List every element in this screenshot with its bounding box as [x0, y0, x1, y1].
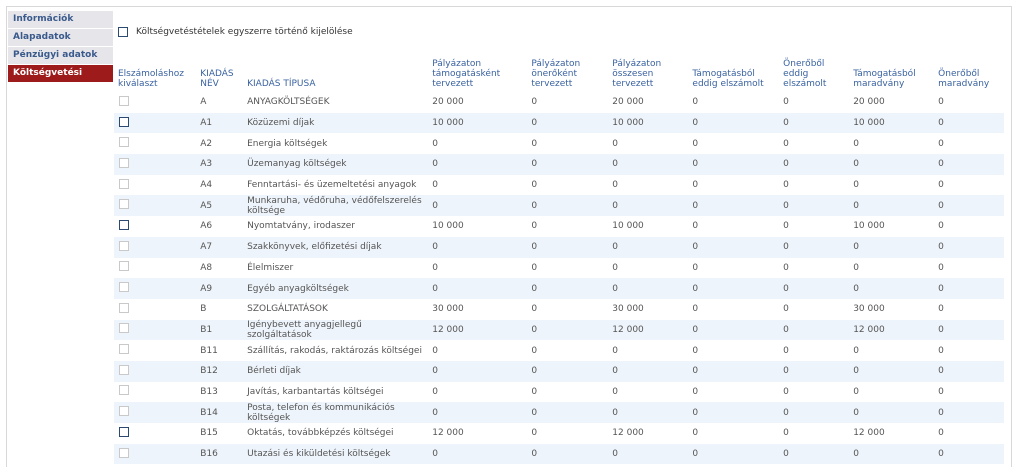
- cell-own-settled: 0: [783, 138, 789, 149]
- cell-planned-support: 0: [432, 345, 438, 356]
- cell-type: Munkaruha, védőruha, védőfelszerelés költsége: [243, 195, 428, 216]
- cell-planned-support: 0: [432, 386, 438, 397]
- cell-planned-support: 20 000: [432, 97, 464, 108]
- cell-planned-own: 0: [531, 428, 538, 439]
- cell-support-settled: 0: [688, 361, 779, 382]
- table-row: [114, 195, 1004, 216]
- cell-code: B12: [196, 361, 243, 382]
- cell-own-remaining: 0: [934, 154, 1004, 175]
- cell-support-settled: 0: [692, 262, 699, 273]
- sidebar-item-informaciok[interactable]: Információk: [8, 11, 113, 28]
- cell-planned-support: 0: [428, 237, 527, 258]
- cell-support-remaining: 0: [849, 444, 934, 465]
- cell-planned-total: 20 000: [612, 97, 644, 108]
- col-header-name: KIADÁS NÉV: [200, 69, 234, 89]
- cell-type: Utazási és kiküldetési költségek: [243, 444, 428, 465]
- row-select-checkbox[interactable]: [119, 448, 129, 458]
- cell-own-settled: 0: [779, 154, 849, 175]
- cell-planned-total: 0: [608, 278, 688, 299]
- cell-support-settled: 0: [692, 138, 699, 149]
- table-row: [114, 423, 1004, 444]
- cell-type: Posta, telefon és kommunikációs költségek: [243, 402, 428, 423]
- cell-select: [114, 320, 196, 341]
- cell-type: SZOLGÁLTATÁSOK: [247, 304, 328, 315]
- cell-planned-support: 0: [428, 154, 527, 175]
- cell-type: Üzemanyag költségek: [243, 154, 428, 175]
- cell-support-remaining: 0: [849, 402, 934, 423]
- table-row: [114, 133, 1004, 154]
- cell-support-remaining: 0: [853, 180, 859, 191]
- cell-planned-support: 0: [432, 180, 438, 191]
- table-row: [114, 278, 1004, 299]
- cell-code: A6: [200, 221, 213, 232]
- cell-own-settled: 0: [779, 278, 849, 299]
- cell-planned-support: 12 000: [432, 428, 464, 439]
- row-select-checkbox[interactable]: [119, 385, 129, 395]
- cell-type: Szakkönyvek, előfizetési díjak: [243, 237, 428, 258]
- cell-own-settled: 0: [779, 237, 849, 258]
- cell-support-remaining: 0: [853, 345, 859, 356]
- cell-support-remaining: 0: [853, 138, 859, 149]
- cell-planned-own: 0: [527, 237, 608, 258]
- cell-own-remaining: 0: [938, 345, 944, 356]
- select-all-label: Költségvetéstételek egyszerre történő kijelölése: [136, 27, 353, 37]
- sidebar: [8, 11, 113, 95]
- cell-code: A2: [200, 138, 213, 149]
- cell-support-settled: 0: [688, 195, 779, 216]
- cell-select: [114, 113, 196, 134]
- cell-planned-total: 0: [608, 402, 688, 423]
- cell-select: [114, 237, 196, 258]
- cell-code: B13: [200, 386, 218, 397]
- cell-type: Igénybevett anyagjellegű szolgáltatások: [243, 320, 428, 341]
- cell-select: [114, 216, 196, 237]
- cell-planned-own: 0: [531, 262, 538, 273]
- cell-type: Szállítás, rakodás, raktározás költségei: [247, 345, 422, 356]
- cell-select: [114, 258, 196, 279]
- row-select-checkbox[interactable]: [119, 220, 129, 230]
- cell-code: B: [200, 304, 207, 315]
- cell-support-settled: 0: [688, 237, 779, 258]
- cell-support-remaining: 10 000: [849, 113, 934, 134]
- cell-code: A5: [196, 195, 243, 216]
- cell-support-settled: 0: [688, 320, 779, 341]
- cell-planned-own: 0: [527, 320, 608, 341]
- cell-planned-total: 0: [612, 345, 619, 356]
- table-row: [114, 258, 1004, 279]
- row-select-checkbox[interactable]: [119, 199, 129, 209]
- table-row: [114, 340, 1004, 361]
- cell-own-remaining: 0: [938, 221, 944, 232]
- cell-support-remaining: 20 000: [853, 97, 885, 108]
- cell-own-settled: 0: [783, 180, 789, 191]
- col-header-own-settled: Önerőből eddig elszámolt: [783, 59, 827, 89]
- col-header-planned-support: Pályázaton támogatásként tervezett: [432, 59, 501, 89]
- cell-own-remaining: 0: [934, 402, 1004, 423]
- cell-own-remaining: 0: [938, 386, 944, 397]
- table-row: [114, 299, 1004, 320]
- table-body: [114, 92, 1004, 464]
- col-header-type: KIADÁS TÍPUSA: [247, 79, 316, 89]
- col-header-support-settled: Támogatásból eddig elszámolt: [692, 69, 764, 89]
- col-header-planned-own: Pályázaton önerőként tervezett: [531, 59, 581, 89]
- cell-planned-total: 0: [612, 138, 619, 149]
- cell-select: [114, 340, 196, 361]
- cell-support-remaining: 12 000: [853, 428, 885, 439]
- cell-own-remaining: 0: [938, 304, 944, 315]
- col-header-select: Elszámoláshoz kiválaszt: [118, 69, 185, 89]
- table-row: [114, 154, 1004, 175]
- cell-planned-total: 0: [612, 386, 619, 397]
- cell-support-settled: 0: [692, 304, 699, 315]
- cell-planned-own: 0: [531, 221, 538, 232]
- cell-own-remaining: 0: [934, 444, 1004, 465]
- cell-code: B14: [196, 402, 243, 423]
- cell-planned-own: 0: [527, 113, 608, 134]
- cell-planned-own: 0: [531, 345, 538, 356]
- cell-select: [114, 278, 196, 299]
- cell-planned-total: 0: [608, 361, 688, 382]
- table-row: [114, 175, 1004, 196]
- cell-planned-support: 10 000: [428, 113, 527, 134]
- cell-own-settled: 0: [783, 221, 789, 232]
- cell-own-remaining: 0: [934, 278, 1004, 299]
- cell-type: Egyéb anyagköltségek: [243, 278, 428, 299]
- cell-planned-total: 30 000: [612, 304, 644, 315]
- cell-support-remaining: 0: [849, 237, 934, 258]
- cell-own-remaining: 0: [934, 195, 1004, 216]
- cell-own-settled: 0: [779, 195, 849, 216]
- sidebar-item-penzugyi-adatok[interactable]: Pénzügyi adatok: [8, 47, 113, 64]
- cell-select: [114, 154, 196, 175]
- cell-select: [114, 133, 196, 154]
- cell-select: [114, 382, 196, 403]
- cell-own-settled: 0: [783, 262, 789, 273]
- cell-own-settled: 0: [779, 444, 849, 465]
- cell-type: Nyomtatvány, irodaszer: [247, 221, 355, 232]
- cell-select: [114, 423, 196, 444]
- cell-planned-support: 0: [428, 402, 527, 423]
- cell-planned-support: 0: [428, 361, 527, 382]
- cell-support-settled: 0: [692, 221, 699, 232]
- cell-code: B15: [200, 428, 218, 439]
- cell-planned-support: 0: [428, 278, 527, 299]
- col-header-own-remaining: Önerőből maradvány: [938, 69, 990, 89]
- table-row: [114, 320, 1004, 341]
- sidebar-item-koltsegvetesi-adatok[interactable]: Költségvetési adatok: [8, 65, 113, 82]
- row-select-checkbox[interactable]: [119, 137, 129, 147]
- cell-planned-own: 0: [527, 402, 608, 423]
- row-select-checkbox[interactable]: [119, 158, 129, 168]
- row-select-checkbox[interactable]: [119, 344, 129, 354]
- cell-type: Oktatás, továbbképzés költségei: [247, 428, 394, 439]
- cell-support-settled: 0: [692, 97, 699, 108]
- cell-planned-own: 0: [531, 180, 538, 191]
- cell-support-remaining: 0: [849, 361, 934, 382]
- cell-planned-total: 0: [612, 262, 619, 273]
- cell-code: B1: [196, 320, 243, 341]
- cell-support-settled: 0: [692, 428, 699, 439]
- cell-support-remaining: 0: [849, 278, 934, 299]
- cell-planned-total: 0: [612, 180, 619, 191]
- cell-planned-own: 0: [527, 195, 608, 216]
- cell-support-remaining: 0: [849, 195, 934, 216]
- cell-own-settled: 0: [783, 304, 789, 315]
- table-row: [114, 382, 1004, 403]
- cell-planned-support: 0: [428, 444, 527, 465]
- cell-planned-total: 0: [608, 237, 688, 258]
- cell-support-settled: 0: [688, 402, 779, 423]
- cell-planned-own: 0: [527, 361, 608, 382]
- cell-planned-support: 30 000: [432, 304, 464, 315]
- cell-code: B16: [196, 444, 243, 465]
- cell-code: A7: [196, 237, 243, 258]
- cell-support-settled: 0: [688, 444, 779, 465]
- table-row: [114, 92, 1004, 113]
- cell-own-remaining: 0: [938, 180, 944, 191]
- cell-support-remaining: 0: [853, 386, 859, 397]
- cell-support-settled: 0: [692, 345, 699, 356]
- cell-own-remaining: 0: [938, 138, 944, 149]
- cell-own-remaining: 0: [938, 97, 944, 108]
- cell-select: [114, 175, 196, 196]
- cell-planned-support: 0: [428, 195, 527, 216]
- col-header-planned-total: Pályázaton összesen tervezett: [612, 59, 662, 89]
- cell-planned-support: 0: [432, 262, 438, 273]
- cell-planned-total: 10 000: [612, 221, 644, 232]
- cell-planned-support: 12 000: [428, 320, 527, 341]
- cell-planned-own: 0: [531, 386, 538, 397]
- cell-select: [114, 299, 196, 320]
- cell-select: [114, 195, 196, 216]
- cell-type: Javítás, karbantartás költségei: [247, 386, 384, 397]
- cell-support-settled: 0: [688, 278, 779, 299]
- cell-planned-support: 10 000: [432, 221, 464, 232]
- select-all-checkbox[interactable]: [118, 27, 128, 37]
- cell-own-settled: 0: [779, 361, 849, 382]
- cell-code: A8: [200, 262, 213, 273]
- table-row: [114, 237, 1004, 258]
- sidebar-item-alapadatok[interactable]: Alapadatok: [8, 29, 113, 46]
- cell-support-settled: 0: [692, 386, 699, 397]
- row-select-checkbox[interactable]: [119, 303, 129, 313]
- table-header-row: [114, 56, 1004, 92]
- cell-type: Közüzemi díjak: [243, 113, 428, 134]
- row-select-checkbox[interactable]: [119, 282, 129, 292]
- cell-own-remaining: 0: [934, 113, 1004, 134]
- cell-type: ANYAGKÖLTSÉGEK: [247, 97, 330, 108]
- row-select-checkbox[interactable]: [119, 179, 129, 189]
- budget-table: [114, 56, 1004, 464]
- cell-planned-total: 12 000: [612, 428, 644, 439]
- cell-type: Energia költségek: [247, 138, 328, 149]
- cell-planned-own: 0: [531, 304, 538, 315]
- cell-planned-total: 0: [608, 444, 688, 465]
- cell-own-settled: 0: [783, 386, 789, 397]
- cell-planned-own: 0: [531, 97, 538, 108]
- cell-own-remaining: 0: [938, 262, 944, 273]
- row-select-checkbox[interactable]: [119, 427, 129, 437]
- cell-own-settled: 0: [783, 428, 789, 439]
- table-row: [114, 402, 1004, 423]
- cell-support-remaining: 12 000: [849, 320, 934, 341]
- cell-select: [114, 361, 196, 382]
- col-header-support-remaining: Támogatásból maradvány: [853, 69, 916, 89]
- cell-own-settled: 0: [779, 320, 849, 341]
- cell-support-settled: 0: [688, 154, 779, 175]
- row-select-checkbox[interactable]: [119, 261, 129, 271]
- cell-code: A3: [196, 154, 243, 175]
- row-select-checkbox[interactable]: [119, 117, 129, 127]
- cell-own-settled: 0: [783, 345, 789, 356]
- row-select-checkbox[interactable]: [119, 365, 129, 375]
- cell-planned-own: 0: [527, 278, 608, 299]
- cell-select: [114, 444, 196, 465]
- cell-own-settled: 0: [783, 97, 789, 108]
- row-select-checkbox[interactable]: [119, 323, 129, 333]
- cell-own-settled: 0: [779, 402, 849, 423]
- cell-type: Élelmiszer: [247, 262, 294, 273]
- cell-planned-own: 0: [527, 444, 608, 465]
- cell-own-remaining: 0: [934, 320, 1004, 341]
- cell-type: Fenntartási- és üzemeltetési anyagok: [247, 180, 417, 191]
- table-row: [114, 361, 1004, 382]
- row-select-checkbox[interactable]: [119, 241, 129, 251]
- cell-code: A1: [196, 113, 243, 134]
- cell-planned-own: 0: [531, 138, 538, 149]
- cell-planned-total: 12 000: [608, 320, 688, 341]
- cell-support-settled: 0: [688, 113, 779, 134]
- cell-code: A: [200, 97, 207, 108]
- table-row: [114, 444, 1004, 465]
- table-row: [114, 216, 1004, 237]
- cell-select: [114, 92, 196, 113]
- cell-planned-total: 0: [608, 154, 688, 175]
- cell-support-remaining: 10 000: [853, 221, 885, 232]
- cell-select: [114, 402, 196, 423]
- cell-planned-total: 10 000: [608, 113, 688, 134]
- cell-own-remaining: 0: [934, 237, 1004, 258]
- cell-type: Bérleti díjak: [243, 361, 428, 382]
- select-all-row: [118, 27, 353, 37]
- cell-own-settled: 0: [779, 113, 849, 134]
- cell-support-remaining: 0: [849, 154, 934, 175]
- cell-code: A9: [196, 278, 243, 299]
- cell-support-settled: 0: [692, 180, 699, 191]
- cell-code: B11: [200, 345, 218, 356]
- cell-code: A4: [200, 180, 213, 191]
- cell-support-remaining: 0: [853, 262, 859, 273]
- row-select-checkbox[interactable]: [119, 406, 129, 416]
- cell-planned-own: 0: [527, 154, 608, 175]
- cell-support-remaining: 30 000: [853, 304, 885, 315]
- row-select-checkbox[interactable]: [119, 96, 129, 106]
- cell-own-remaining: 0: [938, 428, 944, 439]
- cell-planned-support: 0: [432, 138, 438, 149]
- cell-own-remaining: 0: [934, 361, 1004, 382]
- table-row: [114, 113, 1004, 134]
- cell-planned-total: 0: [608, 195, 688, 216]
